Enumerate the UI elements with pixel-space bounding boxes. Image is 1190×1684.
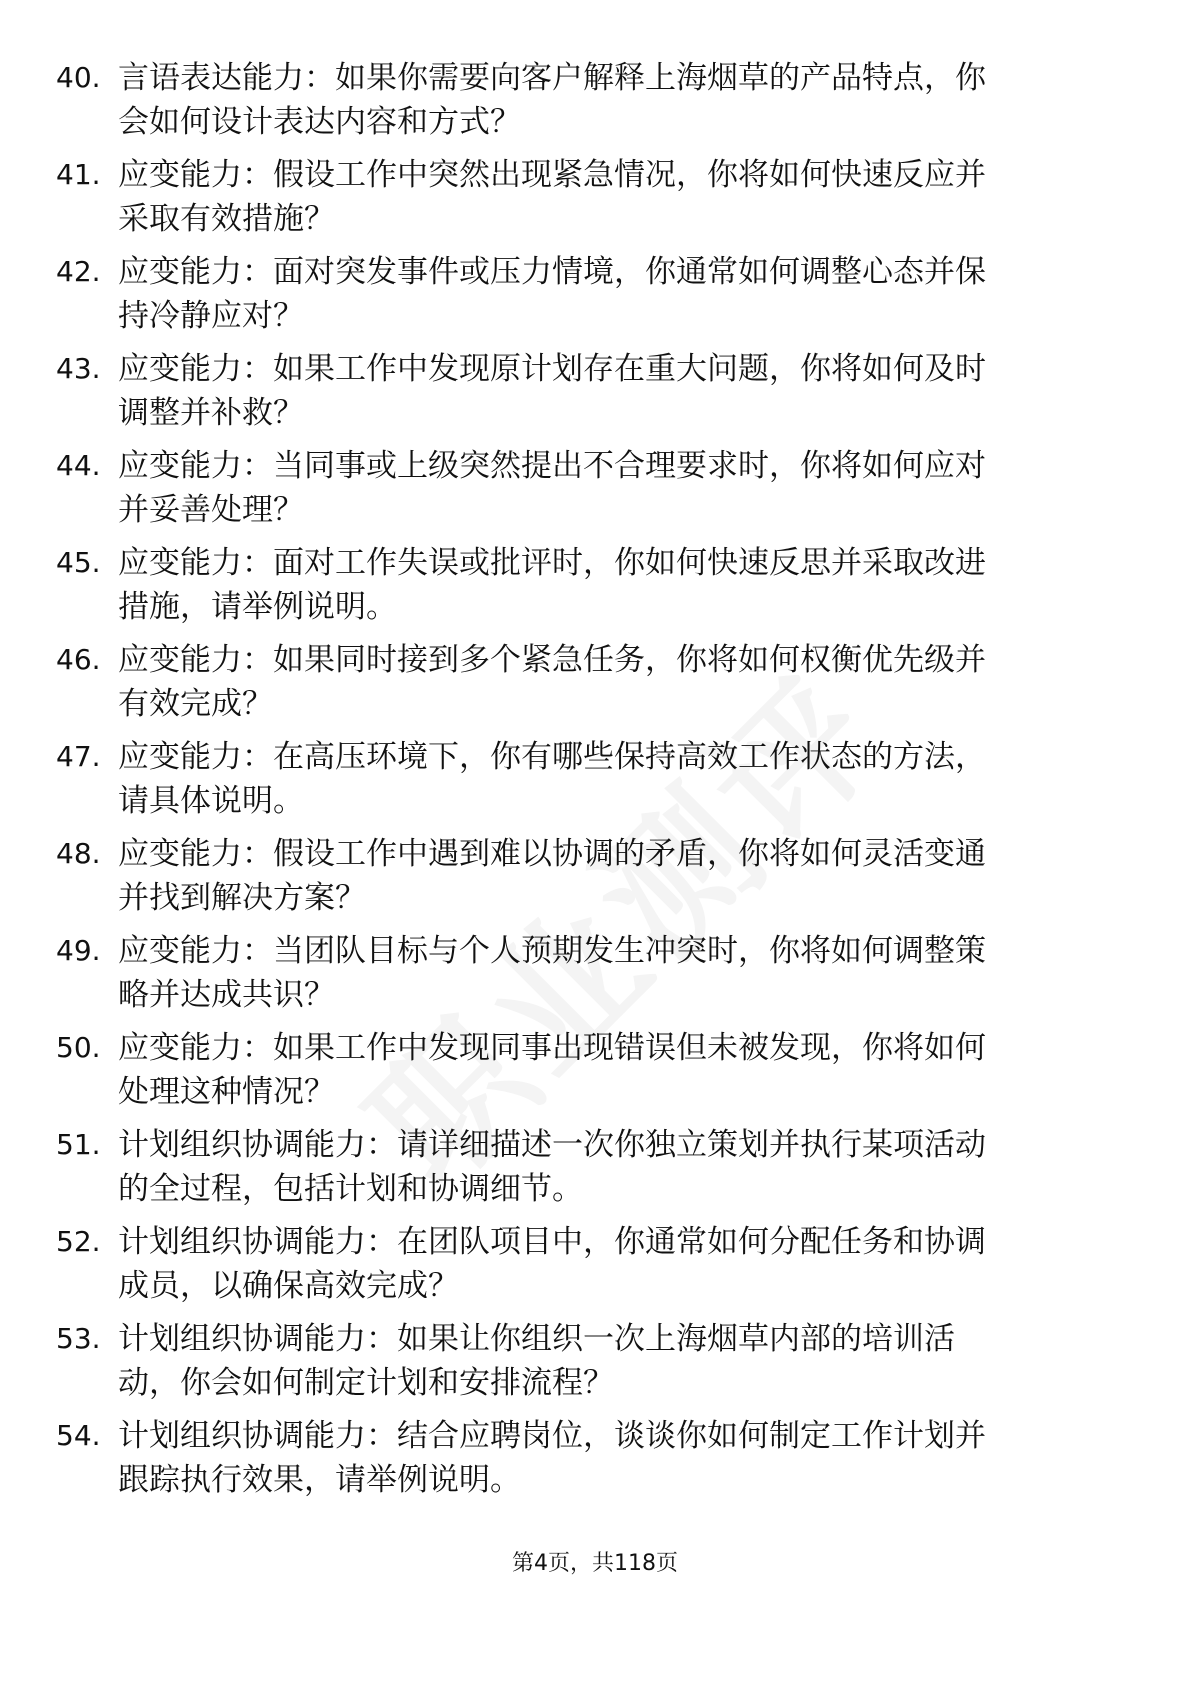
question-item	[0, 820, 1190, 917]
question-item	[0, 141, 1190, 238]
question-item	[0, 1305, 1190, 1402]
question-item	[0, 626, 1190, 723]
question-item	[0, 432, 1190, 529]
question-text-line1: 应变能力：在高压环境下，你有哪些保持高效工作状态的方法，	[118, 739, 986, 775]
question-text-line1: 应变能力：面对工作失误或批评时，你如何快速反思并采取改进	[118, 545, 986, 581]
question-item	[0, 1111, 1190, 1208]
question-text	[118, 56, 1128, 144]
question-text	[118, 1026, 1128, 1114]
question-number: 54.	[56, 1419, 101, 1452]
question-number: 41.	[56, 158, 101, 191]
question-item	[0, 44, 1190, 141]
question-item	[0, 529, 1190, 626]
question-number: 40.	[56, 61, 101, 94]
question-text-line2: 跟踪执行效果，请举例说明。	[118, 1462, 521, 1498]
question-text-line1: 应变能力：如果工作中发现原计划存在重大问题，你将如何及时	[118, 351, 986, 387]
question-number: 50.	[56, 1031, 101, 1064]
question-text-line2: 并妥善处理？	[118, 492, 304, 528]
question-text-line1: 应变能力：如果同时接到多个紧急任务，你将如何权衡优先级并	[118, 642, 986, 678]
question-number: 51.	[56, 1128, 101, 1161]
question-item	[0, 335, 1190, 432]
question-number: 43.	[56, 352, 101, 385]
question-text	[118, 1123, 1128, 1211]
question-text-line2: 动，你会如何制定计划和安排流程？	[118, 1365, 614, 1401]
question-text-line2: 的全过程，包括计划和协调细节。	[118, 1171, 583, 1207]
question-text-line1: 应变能力：假设工作中突然出现紧急情况，你将如何快速反应并	[118, 157, 986, 193]
question-text-line2: 采取有效措施？	[118, 201, 335, 237]
question-number: 42.	[56, 255, 101, 288]
question-text-line1: 言语表达能力：如果你需要向客户解释上海烟草的产品特点，你	[118, 60, 986, 96]
question-number: 45.	[56, 546, 101, 579]
question-text	[118, 541, 1128, 629]
question-text-line2: 并找到解决方案？	[118, 880, 366, 916]
question-text-line2: 有效完成？	[118, 686, 273, 722]
question-text-line1: 计划组织协调能力：请详细描述一次你独立策划并执行某项活动	[118, 1127, 986, 1163]
question-text-line2: 处理这种情况？	[118, 1074, 335, 1110]
question-text	[118, 929, 1128, 1017]
question-item	[0, 1014, 1190, 1111]
question-text-line1: 应变能力：面对突发事件或压力情境，你通常如何调整心态并保	[118, 254, 986, 290]
question-text	[118, 347, 1128, 435]
question-text-line1: 应变能力：假设工作中遇到难以协调的矛盾，你将如何灵活变通	[118, 836, 986, 872]
question-number: 47.	[56, 740, 101, 773]
question-item	[0, 238, 1190, 335]
question-text-line1: 计划组织协调能力：如果让你组织一次上海烟草内部的培训活	[118, 1321, 955, 1357]
question-text-line2: 调整并补救？	[118, 395, 304, 431]
question-number: 48.	[56, 837, 101, 870]
question-text-line1: 计划组织协调能力：结合应聘岗位，谈谈你如何制定工作计划并	[118, 1418, 986, 1454]
question-text-line2: 成员，以确保高效完成？	[118, 1268, 459, 1304]
question-number: 44.	[56, 449, 101, 482]
question-text-line2: 请具体说明。	[118, 783, 304, 819]
question-text	[118, 444, 1128, 532]
question-number: 52.	[56, 1225, 101, 1258]
question-item	[0, 1208, 1190, 1305]
question-text	[118, 638, 1128, 726]
page-footer: 第4页，共118页	[512, 1551, 678, 1576]
question-text	[118, 250, 1128, 338]
question-item	[0, 723, 1190, 820]
question-text-line1: 应变能力：当同事或上级突然提出不合理要求时，你将如何应对	[118, 448, 986, 484]
question-text-line1: 应变能力：当团队目标与个人预期发生冲突时，你将如何调整策	[118, 933, 986, 969]
question-text	[118, 832, 1128, 920]
question-text-line1: 应变能力：如果工作中发现同事出现错误但未被发现，你将如何	[118, 1030, 986, 1066]
question-text-line2: 措施，请举例说明。	[118, 589, 397, 625]
question-text-line2: 持冷静应对？	[118, 298, 304, 334]
question-text	[118, 1414, 1128, 1502]
question-text-line2: 略并达成共识？	[118, 977, 335, 1013]
question-number: 46.	[56, 643, 101, 676]
question-list	[0, 44, 1190, 1499]
question-number: 49.	[56, 934, 101, 967]
question-text	[118, 1220, 1128, 1308]
question-text	[118, 735, 1128, 823]
question-item	[0, 1402, 1190, 1499]
question-item	[0, 917, 1190, 1014]
question-text	[118, 153, 1128, 241]
question-number: 53.	[56, 1322, 101, 1355]
question-text-line1: 计划组织协调能力：在团队项目中，你通常如何分配任务和协调	[118, 1224, 986, 1260]
question-text-line2: 会如何设计表达内容和方式？	[118, 104, 521, 140]
question-text	[118, 1317, 1128, 1405]
